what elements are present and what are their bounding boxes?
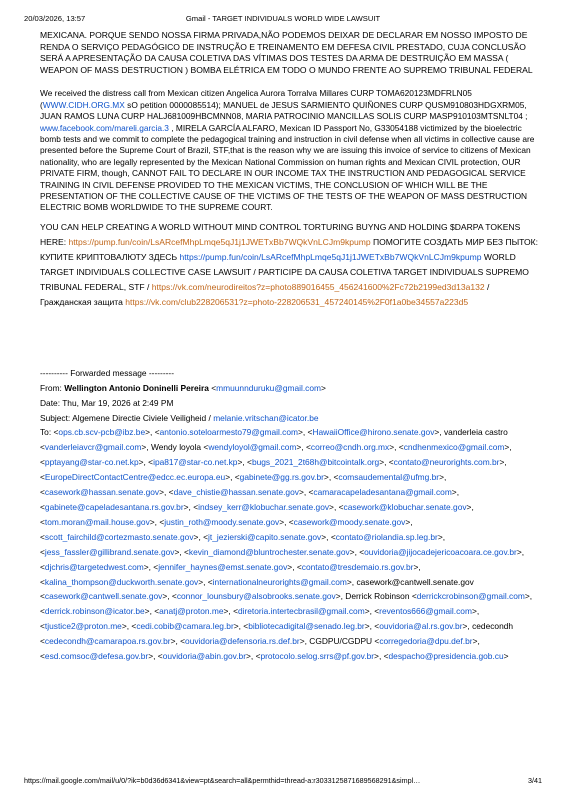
recipient: <derrick.robinson@icator.be>, (40, 606, 155, 617)
recipient: <HawaiiOffice@hirono.senate.gov>, (307, 427, 444, 438)
sender-name: Wellington Antonio Doninelli Pereira (64, 382, 209, 393)
recipient-email[interactable]: bugs_2021_2t68h@bitcointalk.org (251, 457, 380, 468)
recipient-name: cedecondh (472, 621, 514, 632)
recipient-email[interactable]: contato@tresdemaio.rs.gov.br (301, 561, 414, 572)
recipient-email[interactable]: jess_fassler@gillibrand.senate.gov (44, 546, 175, 557)
recipient-email[interactable]: kevin_diamond@bluntrochester.senate.gov (188, 546, 350, 557)
para3-text-c: WORLD TARGET INDIVIDUALS COLLECTIVE CASE LAWSUIT / PARTICIPE DA CAUSA COLETIVA TARGET INDIVIDUALS SUPREMO TRIBUNAL FEDERAL, STF / (40, 251, 529, 292)
recipient-email[interactable]: pptayang@star-co.net.kp (44, 457, 139, 468)
recipient: <gabinete@capeladesantana.rs.gov.br>, (40, 502, 194, 512)
subject-line (40, 411, 540, 426)
recipient: <dave_chistie@hassan.senate.gov>, (168, 487, 309, 498)
recipient: <tjustice2@proton.me>, (40, 621, 132, 632)
recipient-email[interactable]: corregedoria@dpu.def.br (379, 636, 473, 647)
vk-link-1[interactable]: https://vk.com/neurodireitos?z=photo889016455_456241600%2Fc72b2199ed3d13a132 (151, 281, 485, 292)
recipient: <bugs_2021_2t68h@bitcointalk.org>, (247, 457, 389, 468)
from-line: From: Wellington Antonio Doninelli Pereira <mmuunnduruku@gmail.com> (40, 382, 326, 393)
recipient-email[interactable]: ops.cb.scv-pcb@ibz.be (58, 427, 146, 438)
recipient: <contato@riolandia.sp.leg.br>, (330, 531, 446, 542)
recipient: <djchris@targetedwest.com>, (40, 561, 154, 572)
from-label: From: (40, 382, 65, 393)
recipient: <connor_lounsbury@alsobrooks.senate.gov>, (171, 591, 346, 602)
forwarded-message (40, 366, 540, 664)
recipient-email[interactable]: casework@klobuchar.senate.gov (343, 502, 467, 512)
recipient: <casework@hassan.senate.gov>, (40, 487, 169, 498)
recipient: <contato@neurorights.com.br>, (388, 457, 507, 468)
email-body (40, 30, 540, 664)
recipient-email[interactable]: cedi.cobib@camara.leg.br (136, 621, 234, 632)
forward-separator: ---------- Forwarded message --------- (40, 367, 174, 378)
recipient-email[interactable]: ouvidoria@abin.gov.br (162, 651, 246, 662)
print-footer (0, 776, 566, 788)
recipient-email[interactable]: derrickcrobinson@gmail.com (416, 591, 525, 602)
recipient-email[interactable]: derrick.robinson@icator.be (44, 606, 145, 617)
recipient: <EuropeDirectContactCentre@edcc.ec.europa.eu>, (40, 472, 235, 483)
para2-text-b: sO petition 0000085514); MANUEL de JESUS SARMIENTO QUIÑONES CURP QUSM910803HDGXRM05, JUAN RAMOS LUNA CURP HALJ681009HBCMNN08, MARIA PATROCINIO MANCILLAS SOLIS CURP MASP910103MTSNLT04 ; (40, 99, 528, 122)
print-title: Gmail - TARGET INDIVIDUALS WORLD WIDE LAWSUIT (185, 14, 381, 23)
recipient-name: CGDPU/CGDPU (309, 636, 375, 647)
print-timestamp: 20/03/2026, 13:57 (24, 14, 86, 23)
recipient-email[interactable]: ouvidoria@jijocadejericoacoara.ce.gov.br (364, 546, 517, 557)
para2-text-a: We received the distress call from Mexican citizen Angelica Aurora Torralva Millares CURP TOMA620123MDFRLN05 ( (40, 88, 472, 110)
pump-link-1[interactable]: https://pump.fun/coin/LsARcefMhpLmqe5qJ1j1JWETxBb7WQkVnLCJm9kpump (68, 236, 371, 247)
recipient-email[interactable]: ipa817@star-co.net.kp (153, 457, 238, 468)
recipient: CGDPU/CGDPU <corregedoria@dpu.def.br>, (309, 636, 480, 647)
recipient: <casework@moody.senate.gov>, (288, 516, 413, 527)
print-url: https://mail.google.com/mail/u/0/?ik=b0d36d6341&view=pt&search=all&permthid=thread-a:r3033125871689568291&simpl… (24, 776, 421, 785)
recipient: <ouvidoria@jijocadejericoacoara.ce.gov.br>, (359, 546, 525, 557)
recipient-email[interactable]: casework@moody.senate.gov (293, 516, 406, 527)
recipient-email[interactable]: justin_roth@moody.senate.gov (164, 516, 280, 527)
cidh-link[interactable]: WWW.CIDH.ORG.MX (42, 99, 125, 110)
paragraph-portuguese: MEXICANA. PORQUE SENDO NOSSA FIRMA PRIVADA,NÃO PODEMOS DEIXAR DE DECLARAR EM NOSSO IMPOSTO DE RENDA O SERVIÇO PEDAGÓGICO DE INSTRUÇÃO E TREINAMENTO EM DEFESA CIVIL PRESTADO, CUJA CONCLUSÃO SERÁ A APRESENTAÇÃO DA CAUSA COLETIVA DAS VÍTIMAS DOS TESTES DA ARMA DE DESTRUIÇÃO EM MASSA ( WEAPON OF MASS DESTRUCTION ) BOMBA ELÉTRICA EM TODO O MUNDO FRENTE AO SUPREMO TRIBUNAL FEDERAL (40, 30, 533, 75)
recipient: <ouvidoria@abin.gov.br>, (157, 651, 256, 662)
recipient-email[interactable]: correo@cndh.org.mx (310, 442, 390, 453)
recipient-email[interactable]: dave_chistie@hassan.senate.gov (173, 487, 299, 498)
to-line (40, 425, 540, 664)
recipient: <jennifer_haynes@emst.senate.gov>, (153, 561, 297, 572)
subject-label: Subject: Algemene Directie Civiele Veiligheid / (40, 412, 214, 423)
recipient: <jt_jezierski@capito.senate.gov>, (203, 531, 331, 542)
recipient-email[interactable]: casework@cantwell.senate.gov (44, 591, 163, 602)
recipient-email[interactable]: camaracapeladesantana@gmail.com (313, 487, 452, 498)
to-label: To: (40, 427, 54, 438)
paragraph-english (40, 88, 540, 213)
recipient-email[interactable]: diretoria.intertecbrasil@gmail.com (237, 606, 365, 617)
recipient: <bibliotecadigital@senado.leg.br>, (243, 621, 375, 632)
recipient-email[interactable]: EuropeDirectContactCentre@edcc.ec.europa.eu (44, 472, 226, 483)
date-line: Date: Thu, Mar 19, 2026 at 2:49 PM (40, 397, 174, 408)
recipient-email[interactable]: HawaiiOffice@hirono.senate.gov (312, 427, 435, 438)
recipient: <camaracapeladesantana@gmail.com>, (308, 487, 460, 498)
vk-link-2[interactable]: https://vk.com/club228206531?z=photo-228206531_457240145%2F0f1a0be34557a223d5 (125, 296, 469, 307)
recipient: <reventos666@gmail.com>, (374, 606, 480, 617)
recipient-email[interactable]: indsey_kerr@klobuchar.senate.gov (198, 502, 330, 512)
recipient-email[interactable]: reventos666@gmail.com (379, 606, 472, 617)
recipient: <indsey_kerr@klobuchar.senate.gov>, (193, 502, 339, 512)
page-number: 3/41 (528, 776, 542, 785)
print-header (0, 14, 566, 26)
recipient: <cedi.cobib@camara.leg.br>, (131, 621, 244, 632)
recipient: <comsaudemental@ufmg.br>, (333, 472, 447, 483)
recipient: <ouvidoria@defensoria.rs.def.br>, (180, 636, 310, 647)
recipient: <diretoria.intertecbrasil@gmail.com>, (233, 606, 375, 617)
recipient: <internationalneurorights@gmail.com>, (207, 576, 357, 587)
recipient-email[interactable]: jennifer_haynes@emst.senate.gov (158, 561, 288, 572)
recipient: <despacho@presidencia.gob.cu> (383, 651, 509, 662)
recipient-email[interactable]: cndhenmexico@gmail.com (403, 442, 505, 453)
recipient: vanderleia castro <vanderleiavcr@gmail.com>, (40, 427, 508, 453)
recipient: <jess_fassler@gillibrand.senate.gov>, (40, 546, 185, 557)
recipient: <kevin_diamond@bluntrochester.senate.gov>, (184, 546, 360, 557)
recipient: <casework@klobuchar.senate.gov>, (338, 502, 474, 512)
recipient: <tom.moran@mail.house.gov>, (40, 516, 160, 527)
recipient-email[interactable]: wendyloyol@gmail.com (208, 442, 297, 453)
recipient-email[interactable]: cedecondh@camarapoa.rs.gov.br (44, 636, 171, 647)
recipient-email[interactable]: protocolo.selog.srrs@pf.gov.br (260, 651, 375, 662)
recipient-email[interactable]: connor_lounsbury@alsobrooks.senate.gov (176, 591, 336, 602)
recipient-email[interactable]: tjustice2@proton.me (44, 621, 122, 632)
recipient-email[interactable]: antonio.soteloarmesto79@gmail.com (159, 427, 298, 438)
recipient-email[interactable]: esd.comsoc@defesa.gov.br (44, 651, 149, 662)
recipient-email[interactable]: contato@riolandia.sp.leg.br (335, 531, 438, 542)
recipient: <correo@cndh.org.mx>, (305, 442, 399, 453)
recipient-email[interactable]: bibliotecadigital@senado.leg.br (248, 621, 365, 632)
sender-email[interactable]: mmuunnduruku@gmail.com (216, 382, 321, 393)
recipient: <pptayang@star-co.net.kp>, (40, 457, 149, 468)
recipient: Derrick Robinson <derrickcrobinson@gmail.com>, (345, 591, 533, 602)
recipient: cedecondh <cedecondh@camarapoa.rs.gov.br>, (40, 621, 514, 647)
paragraph-tokens (40, 220, 540, 310)
recipient-email[interactable]: comsaudemental@ufmg.br (338, 472, 440, 483)
recipient: <ouvidoria@al.rs.gov.br>, (374, 621, 473, 632)
recipient: casework@cantwell.senate.gov <casework@cantwell.senate.gov>, (40, 576, 474, 602)
recipient-name: casework@cantwell.senate.gov (356, 576, 474, 587)
recipient: <cndhenmexico@gmail.com>, (398, 442, 512, 453)
recipient-name: Derrick Robinson (345, 591, 412, 602)
recipient-email[interactable]: scott_fairchild@cortezmasto.senate.gov (44, 531, 194, 542)
recipient-email[interactable]: despacho@presidencia.gob.cu (388, 651, 504, 662)
recipient: <contato@tresdemaio.rs.gov.br>, (296, 561, 421, 572)
recipient: <esd.comsoc@defesa.gov.br>, (40, 651, 158, 662)
recipient: <gabinete@gg.rs.gov.br>, (234, 472, 334, 483)
facebook-link[interactable]: www.facebook.com/mareli.garcia.3 (40, 122, 169, 133)
recipient-email[interactable]: gabinete@capeladesantana.rs.gov.br (44, 502, 184, 512)
para2-text-c: , MIRELA GARCÍA ALFARO, Mexican ID Passport No, G33054188 victimized by the bioelectric bomb tests and we commit to complete the pedagogical training and instruction in civil defense when all victims in collective cause are presented before the Supreme Court of Brazil, STF,that is the reason why we are issuing this invoice of service to citizens of Mexican nationality, who are legally represented by the Mexican National Commission on human rights and Mexican CIVIL protection, OUR PRIVATE FIRM, though, CANNOT FAIL TO DECLARE IN OUR INCOME TAX THE INSTRUCTION AND PEDAGOGICAL SERVICE TRAINING IN CIVIL DEFENSE PROVIDED TO THE MEXICAN VICTIMS, THE CONCLUSION OF WHICH WILL BE THE PRESENTATION OF THE COLLECTIVE CAUSE OF THE VICTIMS OF THE TESTS OF THE WEAPON OF MASS DESTRUCTION ELECTRIC BOMB WORLDWIDE TO THE SUPREME COURT. (40, 122, 535, 213)
recipient-email[interactable]: ouvidoria@defensoria.rs.def.br (185, 636, 300, 647)
recipient-email[interactable]: casework@hassan.senate.gov (44, 487, 160, 498)
pump-link-2[interactable]: https://pump.fun/coin/LsARcefMhpLmqe5qJ1j1JWETxBb7WQkVnLCJm9kpump (179, 251, 482, 262)
recipient: Wendy loyola <wendyloyol@gmail.com>, (150, 442, 306, 453)
recipient: <justin_roth@moody.senate.gov>, (159, 516, 289, 527)
recipient-email[interactable]: internationalneurorights@gmail.com (212, 576, 347, 587)
subject-email[interactable]: melanie.vritschan@icator.be (213, 412, 319, 423)
recipient: <protocolo.selog.srrs@pf.gov.br>, (255, 651, 384, 662)
recipient-email[interactable]: ouvidoria@al.rs.gov.br (379, 621, 463, 632)
recipient-email[interactable]: anatj@proton.me (159, 606, 224, 617)
recipient-name: Wendy loyola (150, 442, 204, 453)
recipient-email[interactable]: contato@neurorights.com.br (393, 457, 500, 468)
para3-text-d: / Гражданская защита (40, 281, 490, 307)
recipient-email[interactable]: kalina_thompson@duckworth.senate.gov (44, 576, 199, 587)
recipient: <kalina_thompson@duckworth.senate.gov>, (40, 576, 208, 587)
recipient: <ops.cb.scv-pcb@ibz.be>, (53, 427, 155, 438)
para3-text-a: YOU CAN HELP CREATING A WORLD WITHOUT MIND CONTROL TORTURING BUYNG AND HOLDING $DARPA TOKENS HERE: (40, 221, 521, 247)
recipient-email[interactable]: jt_jezierski@capito.senate.gov (208, 531, 322, 542)
recipient: <antonio.soteloarmesto79@gmail.com>, (154, 427, 308, 438)
recipient-email[interactable]: tom.moran@mail.house.gov (44, 516, 150, 527)
para3-text-b: ПОМОГИТЕ СОЗДАТЬ МИР БЕЗ ПЫТОК: КУПИТЕ КРИПТОВАЛЮТУ ЗДЕСЬ (40, 236, 538, 262)
recipient: <anatj@proton.me>, (154, 606, 234, 617)
recipient-email[interactable]: djchris@targetedwest.com (44, 561, 144, 572)
recipient: <scott_fairchild@cortezmasto.senate.gov>, (40, 531, 204, 542)
recipient-email[interactable]: vanderleiavcr@gmail.com (44, 442, 142, 453)
recipient: <ipa817@star-co.net.kp>, (148, 457, 248, 468)
recipient-email[interactable]: gabinete@gg.rs.gov.br (239, 472, 324, 483)
recipient-name: vanderleia castro (443, 427, 508, 438)
